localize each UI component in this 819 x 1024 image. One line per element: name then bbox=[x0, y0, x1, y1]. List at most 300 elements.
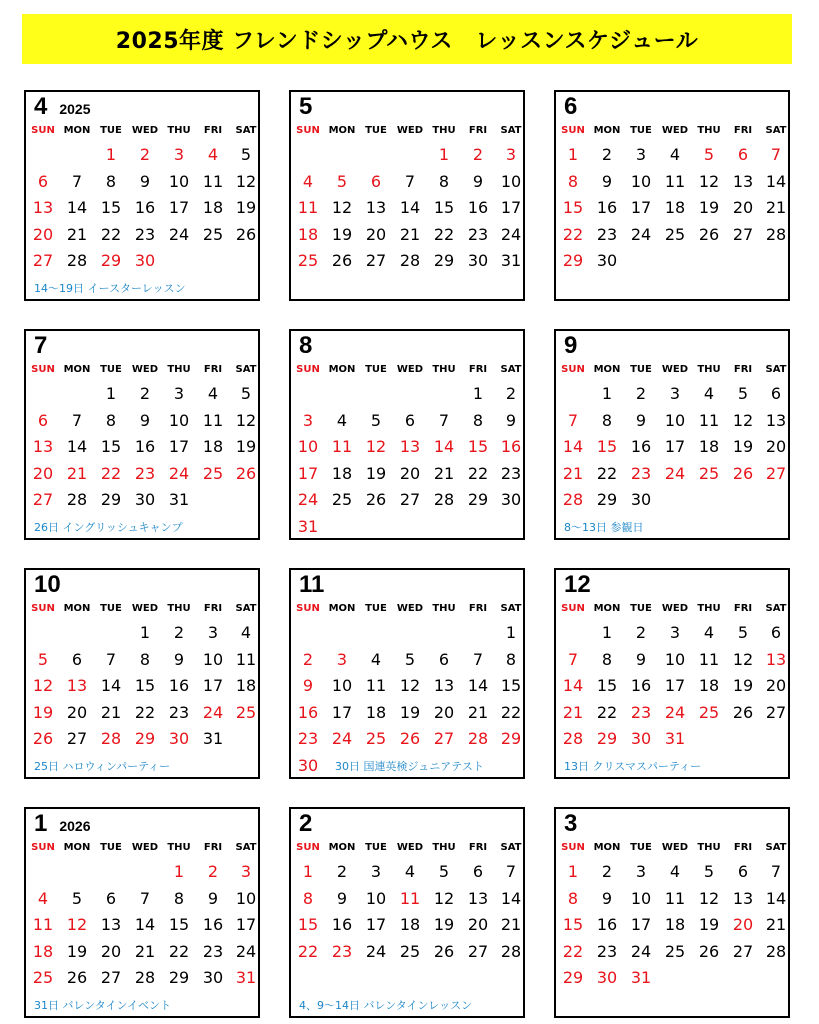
day-cell: 24 bbox=[168, 464, 190, 483]
day-cell: 23 bbox=[630, 464, 652, 483]
weekday-tue: TUE bbox=[365, 842, 387, 853]
day-cell: 22 bbox=[433, 225, 455, 244]
day-cell: 12 bbox=[399, 676, 421, 695]
day-cell: 16 bbox=[134, 437, 156, 456]
day-cell: 1 bbox=[505, 623, 517, 642]
day-cell: 28 bbox=[765, 942, 787, 961]
day-cell: 19 bbox=[32, 703, 54, 722]
day-cell: 28 bbox=[765, 225, 787, 244]
day-cell: 1 bbox=[105, 384, 117, 403]
weekday-sun: SUN bbox=[31, 364, 55, 375]
day-cell: 5 bbox=[438, 862, 450, 881]
weekday-tue: TUE bbox=[630, 603, 652, 614]
day-cell: 5 bbox=[404, 650, 416, 669]
day-cell: 1 bbox=[567, 862, 579, 881]
day-cell: 14 bbox=[765, 172, 787, 191]
day-cell: 14 bbox=[467, 676, 489, 695]
weekday-sat: SAT bbox=[500, 125, 522, 136]
day-cell: 28 bbox=[562, 729, 584, 748]
day-cell: 18 bbox=[235, 676, 257, 695]
day-cell: 9 bbox=[173, 650, 185, 669]
weekday-fri: FRI bbox=[468, 842, 488, 853]
month-calendar-1 bbox=[24, 807, 260, 1018]
weekday-wed: WED bbox=[396, 842, 424, 853]
day-cell: 19 bbox=[235, 198, 257, 217]
day-cell: 21 bbox=[765, 915, 787, 934]
day-cell: 4 bbox=[669, 145, 681, 164]
weekday-thu: THU bbox=[167, 842, 191, 853]
day-cell: 25 bbox=[399, 942, 421, 961]
day-cell: 14 bbox=[433, 437, 455, 456]
day-cell: 2 bbox=[505, 384, 517, 403]
day-cell: 26 bbox=[399, 729, 421, 748]
day-cell: 13 bbox=[765, 650, 787, 669]
day-cell: 6 bbox=[71, 650, 83, 669]
day-cell: 16 bbox=[500, 437, 522, 456]
day-cell: 29 bbox=[562, 968, 584, 987]
day-cell: 23 bbox=[500, 464, 522, 483]
day-cell: 2 bbox=[601, 145, 613, 164]
day-cell: 3 bbox=[505, 145, 517, 164]
day-cell: 3 bbox=[302, 411, 314, 430]
weekday-mon: MON bbox=[328, 125, 356, 136]
day-cell: 13 bbox=[100, 915, 122, 934]
day-cell: 31 bbox=[630, 968, 652, 987]
weekday-mon: MON bbox=[593, 603, 621, 614]
day-cell: 29 bbox=[134, 729, 156, 748]
day-cell: 16 bbox=[168, 676, 190, 695]
day-cell: 27 bbox=[100, 968, 122, 987]
day-cell: 16 bbox=[596, 198, 618, 217]
day-cell: 11 bbox=[32, 915, 54, 934]
day-cell: 17 bbox=[297, 464, 319, 483]
day-cell: 22 bbox=[100, 464, 122, 483]
day-cell: 29 bbox=[100, 490, 122, 509]
weekday-fri: FRI bbox=[468, 364, 488, 375]
day-cell: 4 bbox=[703, 384, 715, 403]
day-cell: 15 bbox=[100, 198, 122, 217]
day-cell: 24 bbox=[630, 942, 652, 961]
day-cell: 22 bbox=[168, 942, 190, 961]
day-cell: 16 bbox=[630, 437, 652, 456]
day-cell: 23 bbox=[596, 942, 618, 961]
weekday-wed: WED bbox=[396, 603, 424, 614]
day-cell: 12 bbox=[698, 889, 720, 908]
day-cell: 21 bbox=[562, 703, 584, 722]
day-cell: 12 bbox=[365, 437, 387, 456]
day-cell: 7 bbox=[505, 862, 517, 881]
day-cell: 12 bbox=[433, 889, 455, 908]
day-cell: 11 bbox=[698, 411, 720, 430]
day-cell: 1 bbox=[438, 145, 450, 164]
weekday-fri: FRI bbox=[203, 603, 223, 614]
weekday-sat: SAT bbox=[235, 364, 257, 375]
weekday-sat: SAT bbox=[765, 364, 787, 375]
day-cell: 10 bbox=[235, 889, 257, 908]
day-cell: 9 bbox=[635, 650, 647, 669]
day-cell: 14 bbox=[765, 889, 787, 908]
day-grid bbox=[291, 145, 523, 275]
day-cell: 19 bbox=[732, 676, 754, 695]
day-cell: 5 bbox=[240, 145, 252, 164]
day-cell: 23 bbox=[630, 703, 652, 722]
day-cell: 3 bbox=[669, 623, 681, 642]
day-cell: 17 bbox=[365, 915, 387, 934]
day-cell: 8 bbox=[505, 650, 517, 669]
day-cell: 19 bbox=[698, 198, 720, 217]
day-cell: 24 bbox=[168, 225, 190, 244]
day-cell: 9 bbox=[601, 889, 613, 908]
day-grid bbox=[556, 862, 788, 992]
day-cell: 10 bbox=[297, 437, 319, 456]
page-title: 2025年度 フレンドシップハウス レッスンスケジュール bbox=[115, 28, 699, 54]
day-cell: 8 bbox=[105, 411, 117, 430]
day-cell: 24 bbox=[235, 942, 257, 961]
weekday-header-row bbox=[556, 124, 788, 138]
day-cell: 25 bbox=[297, 251, 319, 270]
day-cell: 26 bbox=[66, 968, 88, 987]
day-cell: 9 bbox=[139, 172, 151, 191]
day-cell: 16 bbox=[467, 198, 489, 217]
day-cell: 1 bbox=[302, 862, 314, 881]
month-header bbox=[564, 333, 577, 359]
day-cell: 23 bbox=[596, 225, 618, 244]
day-cell: 24 bbox=[365, 942, 387, 961]
day-cell: 20 bbox=[100, 942, 122, 961]
month-calendar-2 bbox=[289, 807, 525, 1018]
day-grid bbox=[556, 145, 788, 275]
day-cell: 24 bbox=[331, 729, 353, 748]
day-cell: 27 bbox=[32, 251, 54, 270]
day-cell: 8 bbox=[105, 172, 117, 191]
day-cell: 24 bbox=[630, 225, 652, 244]
day-cell: 19 bbox=[433, 915, 455, 934]
day-cell: 7 bbox=[770, 145, 782, 164]
month-number: 1 bbox=[34, 810, 48, 837]
day-cell: 7 bbox=[139, 889, 151, 908]
month-calendar-10 bbox=[24, 568, 260, 779]
day-cell: 10 bbox=[664, 411, 686, 430]
day-cell: 6 bbox=[37, 411, 49, 430]
day-cell: 18 bbox=[664, 198, 686, 217]
day-cell: 9 bbox=[207, 889, 219, 908]
day-cell: 5 bbox=[240, 384, 252, 403]
weekday-sat: SAT bbox=[500, 603, 522, 614]
day-cell: 1 bbox=[139, 623, 151, 642]
day-cell: 5 bbox=[336, 172, 348, 191]
day-cell: 20 bbox=[433, 703, 455, 722]
day-cell: 31 bbox=[664, 729, 686, 748]
weekday-header-row bbox=[26, 124, 258, 138]
day-cell: 12 bbox=[235, 172, 257, 191]
day-cell: 10 bbox=[500, 172, 522, 191]
day-cell: 13 bbox=[32, 437, 54, 456]
day-cell: 1 bbox=[601, 384, 613, 403]
day-cell: 21 bbox=[399, 225, 421, 244]
month-calendar-4 bbox=[24, 90, 260, 301]
day-cell: 4 bbox=[669, 862, 681, 881]
day-cell: 4 bbox=[404, 862, 416, 881]
day-cell: 3 bbox=[370, 862, 382, 881]
weekday-tue: TUE bbox=[365, 603, 387, 614]
day-cell: 30 bbox=[134, 251, 156, 270]
day-cell: 27 bbox=[732, 942, 754, 961]
day-cell: 29 bbox=[467, 490, 489, 509]
month-number: 2 bbox=[299, 810, 313, 837]
day-cell: 31 bbox=[297, 517, 319, 536]
day-cell: 23 bbox=[134, 464, 156, 483]
weekday-mon: MON bbox=[328, 603, 356, 614]
day-cell: 4 bbox=[336, 411, 348, 430]
weekday-wed: WED bbox=[661, 842, 689, 853]
day-cell: 17 bbox=[630, 915, 652, 934]
day-grid bbox=[556, 623, 788, 753]
day-cell: 13 bbox=[365, 198, 387, 217]
day-cell: 23 bbox=[202, 942, 224, 961]
day-cell: 24 bbox=[202, 703, 224, 722]
day-cell: 2 bbox=[601, 862, 613, 881]
weekday-fri: FRI bbox=[733, 125, 753, 136]
day-cell: 2 bbox=[302, 650, 314, 669]
day-cell: 2 bbox=[472, 145, 484, 164]
day-cell: 3 bbox=[336, 650, 348, 669]
day-cell: 25 bbox=[664, 225, 686, 244]
day-cell: 31 bbox=[168, 490, 190, 509]
day-cell: 10 bbox=[331, 676, 353, 695]
month-calendar-11 bbox=[289, 568, 525, 779]
day-cell: 20 bbox=[32, 225, 54, 244]
day-cell: 10 bbox=[630, 172, 652, 191]
day-cell: 3 bbox=[669, 384, 681, 403]
weekday-fri: FRI bbox=[468, 603, 488, 614]
weekday-tue: TUE bbox=[630, 842, 652, 853]
day-cell: 27 bbox=[66, 729, 88, 748]
day-cell: 25 bbox=[202, 225, 224, 244]
day-cell: 8 bbox=[601, 411, 613, 430]
day-cell: 13 bbox=[32, 198, 54, 217]
weekday-sun: SUN bbox=[561, 603, 585, 614]
event-note: 30日 国連英検ジュニアテスト bbox=[335, 760, 484, 773]
day-cell: 21 bbox=[765, 198, 787, 217]
weekday-thu: THU bbox=[432, 364, 456, 375]
day-cell: 25 bbox=[365, 729, 387, 748]
day-cell: 4 bbox=[207, 384, 219, 403]
day-cell: 20 bbox=[32, 464, 54, 483]
month-number: 8 bbox=[299, 332, 313, 359]
day-cell: 18 bbox=[664, 915, 686, 934]
event-note: 14〜19日 イースターレッスン bbox=[34, 282, 186, 295]
day-cell: 7 bbox=[567, 411, 579, 430]
weekday-sat: SAT bbox=[235, 603, 257, 614]
day-cell: 3 bbox=[173, 145, 185, 164]
event-note: 31日 バレンタインイベント bbox=[34, 999, 172, 1012]
day-cell: 22 bbox=[562, 225, 584, 244]
day-cell: 15 bbox=[467, 437, 489, 456]
day-cell: 19 bbox=[732, 437, 754, 456]
month-header bbox=[564, 94, 577, 120]
day-cell: 12 bbox=[235, 411, 257, 430]
day-cell: 7 bbox=[472, 650, 484, 669]
day-cell: 18 bbox=[331, 464, 353, 483]
day-cell: 6 bbox=[770, 384, 782, 403]
day-cell: 26 bbox=[235, 464, 257, 483]
day-cell: 17 bbox=[168, 198, 190, 217]
day-cell: 13 bbox=[399, 437, 421, 456]
month-calendar-12 bbox=[554, 568, 790, 779]
day-cell: 11 bbox=[297, 198, 319, 217]
weekday-fri: FRI bbox=[733, 364, 753, 375]
event-note: 4、9〜14日 バレンタインレッスン bbox=[299, 999, 473, 1012]
weekday-header-row bbox=[26, 602, 258, 616]
day-cell: 27 bbox=[732, 225, 754, 244]
title-banner bbox=[22, 14, 792, 64]
day-cell: 26 bbox=[331, 251, 353, 270]
day-cell: 6 bbox=[770, 623, 782, 642]
day-cell: 1 bbox=[173, 862, 185, 881]
day-cell: 17 bbox=[202, 676, 224, 695]
day-cell: 7 bbox=[567, 650, 579, 669]
day-cell: 7 bbox=[71, 411, 83, 430]
weekday-mon: MON bbox=[328, 364, 356, 375]
day-cell: 28 bbox=[399, 251, 421, 270]
month-number: 6 bbox=[564, 93, 578, 120]
weekday-sat: SAT bbox=[500, 842, 522, 853]
day-cell: 28 bbox=[500, 942, 522, 961]
day-cell: 6 bbox=[472, 862, 484, 881]
day-cell: 11 bbox=[235, 650, 257, 669]
day-cell: 22 bbox=[596, 464, 618, 483]
month-calendar-6 bbox=[554, 90, 790, 301]
day-cell: 2 bbox=[139, 384, 151, 403]
day-cell: 8 bbox=[438, 172, 450, 191]
day-cell: 27 bbox=[765, 464, 787, 483]
event-note: 25日 ハロウィンパーティー bbox=[34, 760, 171, 773]
month-header bbox=[564, 811, 577, 837]
day-cell: 18 bbox=[32, 942, 54, 961]
day-cell: 22 bbox=[562, 942, 584, 961]
day-cell: 11 bbox=[698, 650, 720, 669]
day-cell: 19 bbox=[399, 703, 421, 722]
day-cell: 15 bbox=[134, 676, 156, 695]
day-cell: 2 bbox=[173, 623, 185, 642]
day-cell: 5 bbox=[703, 862, 715, 881]
day-cell: 11 bbox=[202, 172, 224, 191]
weekday-wed: WED bbox=[661, 603, 689, 614]
day-cell: 24 bbox=[500, 225, 522, 244]
day-cell: 15 bbox=[596, 437, 618, 456]
weekday-thu: THU bbox=[697, 603, 721, 614]
day-cell: 27 bbox=[399, 490, 421, 509]
day-cell: 18 bbox=[297, 225, 319, 244]
day-cell: 17 bbox=[664, 676, 686, 695]
day-cell: 12 bbox=[32, 676, 54, 695]
day-cell: 15 bbox=[297, 915, 319, 934]
day-cell: 14 bbox=[134, 915, 156, 934]
weekday-header-row bbox=[291, 602, 523, 616]
weekday-mon: MON bbox=[593, 364, 621, 375]
month-header bbox=[34, 94, 91, 120]
day-cell: 13 bbox=[66, 676, 88, 695]
weekday-sat: SAT bbox=[765, 603, 787, 614]
day-cell: 31 bbox=[202, 729, 224, 748]
day-cell: 30 bbox=[134, 490, 156, 509]
day-cell: 28 bbox=[100, 729, 122, 748]
day-cell: 30 bbox=[596, 251, 618, 270]
day-cell: 2 bbox=[336, 862, 348, 881]
month-number: 9 bbox=[564, 332, 578, 359]
day-cell: 18 bbox=[698, 676, 720, 695]
weekday-sat: SAT bbox=[235, 125, 257, 136]
day-cell: 13 bbox=[732, 172, 754, 191]
weekday-wed: WED bbox=[131, 842, 159, 853]
day-cell: 29 bbox=[100, 251, 122, 270]
day-cell: 14 bbox=[562, 676, 584, 695]
day-cell: 28 bbox=[467, 729, 489, 748]
weekday-sun: SUN bbox=[561, 125, 585, 136]
day-cell: 22 bbox=[100, 225, 122, 244]
day-cell: 21 bbox=[134, 942, 156, 961]
day-cell: 30 bbox=[202, 968, 224, 987]
day-cell: 6 bbox=[105, 889, 117, 908]
weekday-header-row bbox=[556, 602, 788, 616]
day-cell: 27 bbox=[765, 703, 787, 722]
day-cell: 15 bbox=[168, 915, 190, 934]
day-cell: 19 bbox=[698, 915, 720, 934]
day-cell: 14 bbox=[399, 198, 421, 217]
day-cell: 3 bbox=[635, 862, 647, 881]
weekday-thu: THU bbox=[432, 125, 456, 136]
day-cell: 25 bbox=[331, 490, 353, 509]
day-cell: 3 bbox=[173, 384, 185, 403]
weekday-sun: SUN bbox=[296, 125, 320, 136]
day-cell: 28 bbox=[433, 490, 455, 509]
day-cell: 21 bbox=[66, 225, 88, 244]
day-cell: 29 bbox=[596, 729, 618, 748]
day-cell: 6 bbox=[737, 145, 749, 164]
weekday-wed: WED bbox=[131, 603, 159, 614]
day-cell: 7 bbox=[404, 172, 416, 191]
day-cell: 23 bbox=[168, 703, 190, 722]
weekday-tue: TUE bbox=[100, 842, 122, 853]
day-cell: 1 bbox=[105, 145, 117, 164]
weekday-mon: MON bbox=[593, 842, 621, 853]
day-cell: 7 bbox=[105, 650, 117, 669]
day-cell: 2 bbox=[635, 623, 647, 642]
event-note: 13日 クリスマスパーティー bbox=[564, 760, 702, 773]
day-cell: 8 bbox=[567, 889, 579, 908]
day-grid bbox=[26, 384, 258, 514]
day-cell: 27 bbox=[433, 729, 455, 748]
month-header bbox=[564, 572, 591, 598]
weekday-sun: SUN bbox=[561, 364, 585, 375]
day-cell: 20 bbox=[732, 198, 754, 217]
month-number: 4 bbox=[34, 93, 48, 120]
weekday-header-row bbox=[291, 363, 523, 377]
day-cell: 18 bbox=[365, 703, 387, 722]
day-cell: 25 bbox=[32, 968, 54, 987]
day-cell: 5 bbox=[370, 411, 382, 430]
day-grid bbox=[291, 384, 523, 536]
month-number: 3 bbox=[564, 810, 578, 837]
day-cell: 4 bbox=[302, 172, 314, 191]
day-cell: 8 bbox=[173, 889, 185, 908]
day-cell: 25 bbox=[235, 703, 257, 722]
day-cell: 18 bbox=[399, 915, 421, 934]
day-cell: 30 bbox=[630, 729, 652, 748]
day-cell: 15 bbox=[562, 198, 584, 217]
day-cell: 1 bbox=[601, 623, 613, 642]
month-header bbox=[299, 811, 312, 837]
